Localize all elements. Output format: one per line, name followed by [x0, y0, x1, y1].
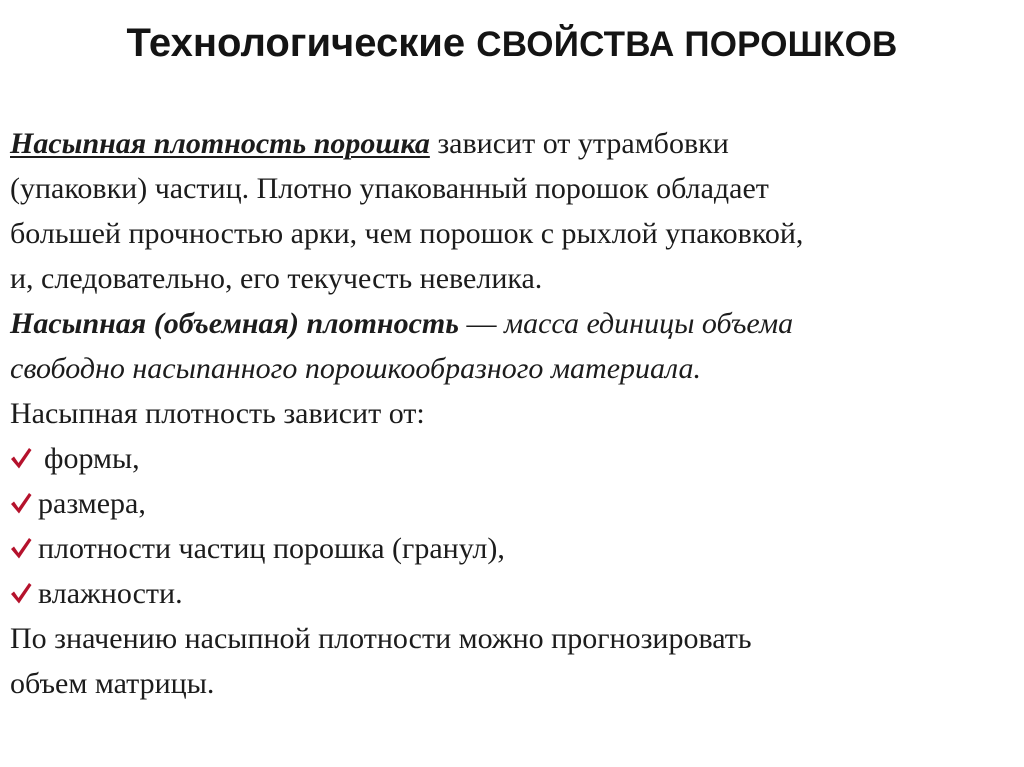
title-part-a: Технологические [126, 21, 466, 65]
definition-dash: — [458, 307, 497, 340]
bulk-density-term: Насыпная плотность порошка [10, 127, 430, 160]
checkmark-icon [10, 535, 32, 561]
paragraph1-line1 [10, 121, 1014, 166]
depends-item-label: влажности. [38, 577, 183, 610]
definition-line2: свободно насыпанного порошкообразного материала. [10, 352, 701, 385]
slide-body [10, 121, 1014, 706]
depends-item [10, 526, 1014, 571]
paragraph1-line4: и, следовательно, его текучесть невелика. [10, 262, 543, 295]
definition-line1 [10, 301, 1014, 346]
depends-item [10, 436, 1014, 481]
paragraph1-line1-rest: зависит от утрамбовки [429, 127, 729, 160]
conclusion-line2: объем матрицы. [10, 667, 215, 700]
checkmark-icon [10, 580, 32, 606]
depends-item-label: размера, [38, 487, 146, 520]
slide-title [0, 14, 1024, 74]
depends-item [10, 481, 1014, 526]
checkmark-icon [10, 445, 32, 471]
depends-item-label: формы, [44, 442, 140, 475]
depends-item-label: плотности частиц порошка (гранул), [38, 532, 505, 565]
definition-term: Насыпная (объемная) плотность [10, 307, 459, 340]
definition-line1-rest: масса единицы объема [496, 307, 794, 340]
depends-item [10, 571, 1014, 616]
paragraph1-line2: (упаковки) частиц. Плотно упакованный порошок обладает [10, 172, 769, 205]
checkmark-icon [10, 490, 32, 516]
conclusion-line1: По значению насыпной плотности можно прогнозировать [10, 622, 752, 655]
title-part-b: СВОЙСТВА ПОРОШКОВ [476, 25, 898, 64]
paragraph1-line3: большей прочностью арки, чем порошок с рыхлой упаковкой, [10, 217, 804, 250]
depends-intro: Насыпная плотность зависит от: [10, 397, 425, 430]
